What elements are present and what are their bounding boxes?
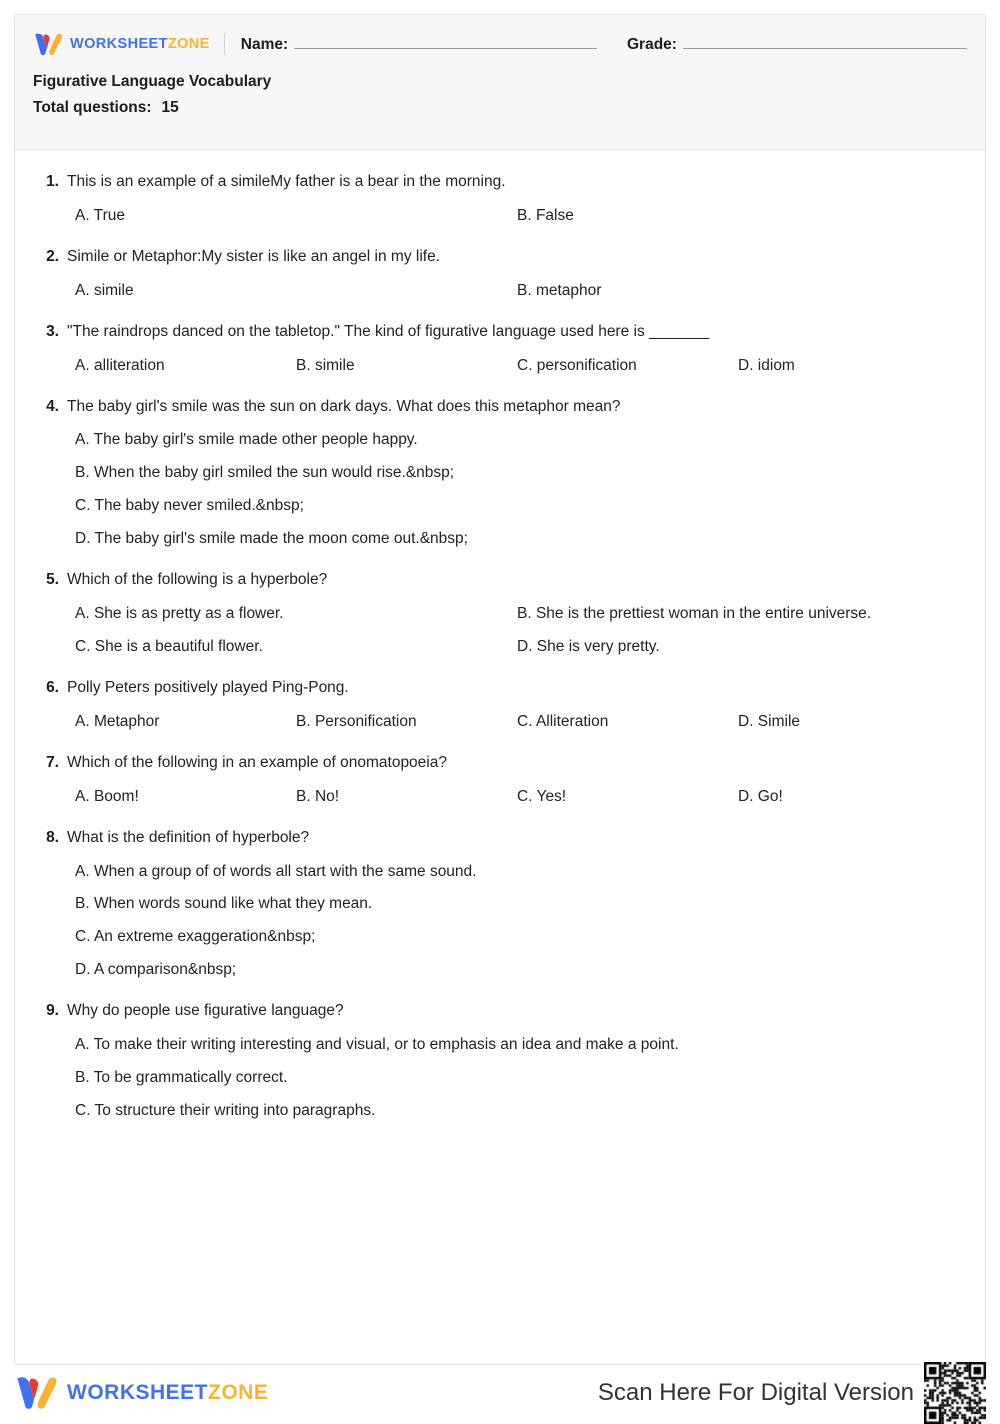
answer-option[interactable]: C. To structure their writing into paragraphs.	[75, 1101, 376, 1119]
question-number: 2.	[46, 247, 59, 265]
question-number: 5.	[46, 571, 59, 589]
worksheet-title: Figurative Language Vocabulary	[33, 73, 272, 90]
brand-logo-text	[70, 36, 210, 52]
question-item	[41, 247, 959, 302]
question-item	[41, 1001, 959, 1122]
answer-option-row	[75, 430, 959, 451]
answer-option-row	[75, 637, 959, 658]
brand-logo-text	[67, 1381, 268, 1405]
answer-option[interactable]: D. idiom	[738, 356, 795, 374]
question-text: Which of the following in an example of onomatopoeia?	[67, 753, 447, 771]
answer-option[interactable]: B. False	[517, 206, 574, 224]
name-field-group	[241, 35, 597, 54]
answer-option[interactable]: A. Boom!	[75, 787, 139, 805]
question-text: Simile or Metaphor:My sister is like an angel in my life.	[67, 247, 440, 265]
qr-code-icon[interactable]	[924, 1362, 986, 1424]
answer-option-row	[75, 463, 959, 484]
grade-field-group	[627, 35, 967, 54]
grade-input-line[interactable]	[683, 35, 967, 49]
answer-option[interactable]: A. simile	[75, 281, 134, 299]
answer-option-row	[75, 1068, 959, 1089]
question-number: 4.	[46, 397, 59, 415]
question-item	[41, 570, 959, 658]
answer-option[interactable]: D. The baby girl's smile made the moon come out.&nbsp;	[75, 530, 468, 548]
answer-option-row	[75, 894, 959, 915]
question-item	[41, 678, 959, 733]
total-questions-label: Total questions:	[33, 98, 152, 116]
question-item	[41, 172, 959, 227]
answer-option[interactable]: D. A comparison&nbsp;	[75, 961, 237, 979]
question-head	[41, 172, 959, 193]
question-head	[41, 828, 959, 849]
answer-option[interactable]: C. She is a beautiful flower.	[75, 637, 263, 655]
answer-option[interactable]: C. An extreme exaggeration&nbsp;	[75, 928, 316, 946]
questions-list	[15, 150, 985, 1122]
brand-word-primary: WORKSHEET	[70, 36, 168, 52]
question-head	[41, 678, 959, 699]
answer-option[interactable]: B. Personification	[296, 712, 417, 730]
question-item	[41, 753, 959, 808]
answer-options	[41, 356, 959, 377]
header-top-row	[15, 15, 985, 59]
answer-options	[41, 604, 959, 658]
answer-option-row	[75, 604, 959, 625]
answer-option[interactable]: D. Go!	[738, 787, 783, 805]
question-item	[41, 322, 959, 377]
answer-option[interactable]: A. The baby girl's smile made other people happy.	[75, 431, 418, 449]
answer-option[interactable]: B. simile	[296, 356, 355, 374]
answer-option-row	[75, 787, 959, 808]
answer-option[interactable]: A. True	[75, 206, 125, 224]
page-footer	[14, 1371, 986, 1414]
answer-option-row	[75, 356, 959, 377]
answer-options	[41, 862, 959, 982]
scan-instruction-text: Scan Here For Digital Version	[597, 1378, 914, 1406]
answer-options	[41, 787, 959, 808]
question-number: 9.	[46, 1002, 59, 1020]
name-input-line[interactable]	[294, 35, 597, 49]
answer-options	[41, 430, 959, 550]
answer-option[interactable]: A. When a group of of words all start with the same sound.	[75, 862, 477, 880]
question-item	[41, 397, 959, 551]
answer-option[interactable]: C. personification	[517, 356, 637, 374]
question-number: 6.	[46, 678, 59, 696]
worksheetzone-w-logo-icon	[14, 1375, 58, 1410]
worksheet-page	[14, 14, 986, 1365]
answer-option-row	[75, 712, 959, 733]
brand-logo-footer[interactable]	[14, 1375, 268, 1410]
answer-options	[41, 1035, 959, 1122]
question-text: Which of the following is a hyperbole?	[67, 571, 328, 589]
answer-option[interactable]: D. Simile	[738, 712, 801, 730]
answer-option[interactable]: B. She is the prettiest woman in the entire universe.	[517, 605, 872, 623]
brand-word-secondary: ZONE	[167, 36, 210, 52]
question-head	[41, 322, 959, 343]
question-head	[41, 570, 959, 591]
total-questions-row	[33, 99, 967, 118]
answer-option-row	[75, 206, 959, 227]
answer-option[interactable]: B. To be grammatically correct.	[75, 1069, 288, 1087]
answer-option[interactable]: B. No!	[296, 787, 340, 805]
question-text: "The raindrops danced on the tabletop." The kind of figurative language used here is _______	[67, 322, 710, 340]
total-questions-count: 15	[161, 98, 179, 116]
brand-logo-header[interactable]	[33, 32, 210, 56]
answer-option[interactable]: C. Yes!	[517, 787, 567, 805]
answer-option[interactable]: A. alliteration	[75, 356, 165, 374]
worksheetzone-w-logo-icon	[33, 32, 63, 56]
answer-option[interactable]: B. metaphor	[517, 281, 602, 299]
question-text: What is the definition of hyperbole?	[67, 828, 310, 846]
question-head	[41, 753, 959, 774]
answer-options	[41, 206, 959, 227]
answer-option-row	[75, 862, 959, 883]
question-number: 7.	[46, 753, 59, 771]
answer-option[interactable]: A. She is as pretty as a flower.	[75, 605, 284, 623]
question-head	[41, 397, 959, 418]
footer-scan-group	[598, 1362, 986, 1424]
worksheet-meta	[15, 59, 985, 117]
answer-option[interactable]: D. She is very pretty.	[517, 637, 660, 655]
answer-option-row	[75, 529, 959, 550]
question-text: Why do people use figurative language?	[67, 1002, 344, 1020]
answer-option-row	[75, 960, 959, 981]
question-text: This is an example of a simileMy father is a bear in the morning.	[67, 173, 506, 190]
answer-option[interactable]: B. When the baby girl smiled the sun would rise.&nbsp;	[75, 464, 455, 482]
name-label: Name:	[240, 35, 289, 53]
question-text: Polly Peters positively played Ping-Pong.	[67, 678, 349, 696]
question-head	[41, 1001, 959, 1022]
brand-word-primary: WORKSHEET	[67, 1380, 208, 1404]
question-item	[41, 828, 959, 982]
question-number: 8.	[46, 828, 59, 846]
answer-option-row	[75, 281, 959, 302]
question-text: The baby girl's smile was the sun on dark days. What does this metaphor mean?	[67, 397, 621, 415]
answer-option[interactable]: A. To make their writing interesting and visual, or to emphasis an idea and make a point.	[75, 1036, 679, 1054]
answer-option-row	[75, 1101, 959, 1122]
header-divider	[224, 33, 225, 55]
question-head	[41, 247, 959, 268]
grade-label: Grade:	[627, 35, 677, 53]
answer-option-row	[75, 496, 959, 517]
answer-option[interactable]: C. Alliteration	[517, 712, 609, 730]
worksheet-header	[15, 15, 985, 150]
answer-option[interactable]: A. Metaphor	[75, 712, 160, 730]
answer-option-row	[75, 1035, 959, 1056]
brand-word-secondary: ZONE	[208, 1380, 269, 1404]
answer-option-row	[75, 927, 959, 948]
question-number: 3.	[46, 322, 59, 340]
answer-options	[41, 712, 959, 733]
answer-option[interactable]: B. When words sound like what they mean.	[75, 895, 373, 913]
question-number: 1.	[46, 173, 59, 190]
answer-option[interactable]: C. The baby never smiled.&nbsp;	[75, 497, 304, 515]
answer-options	[41, 281, 959, 302]
